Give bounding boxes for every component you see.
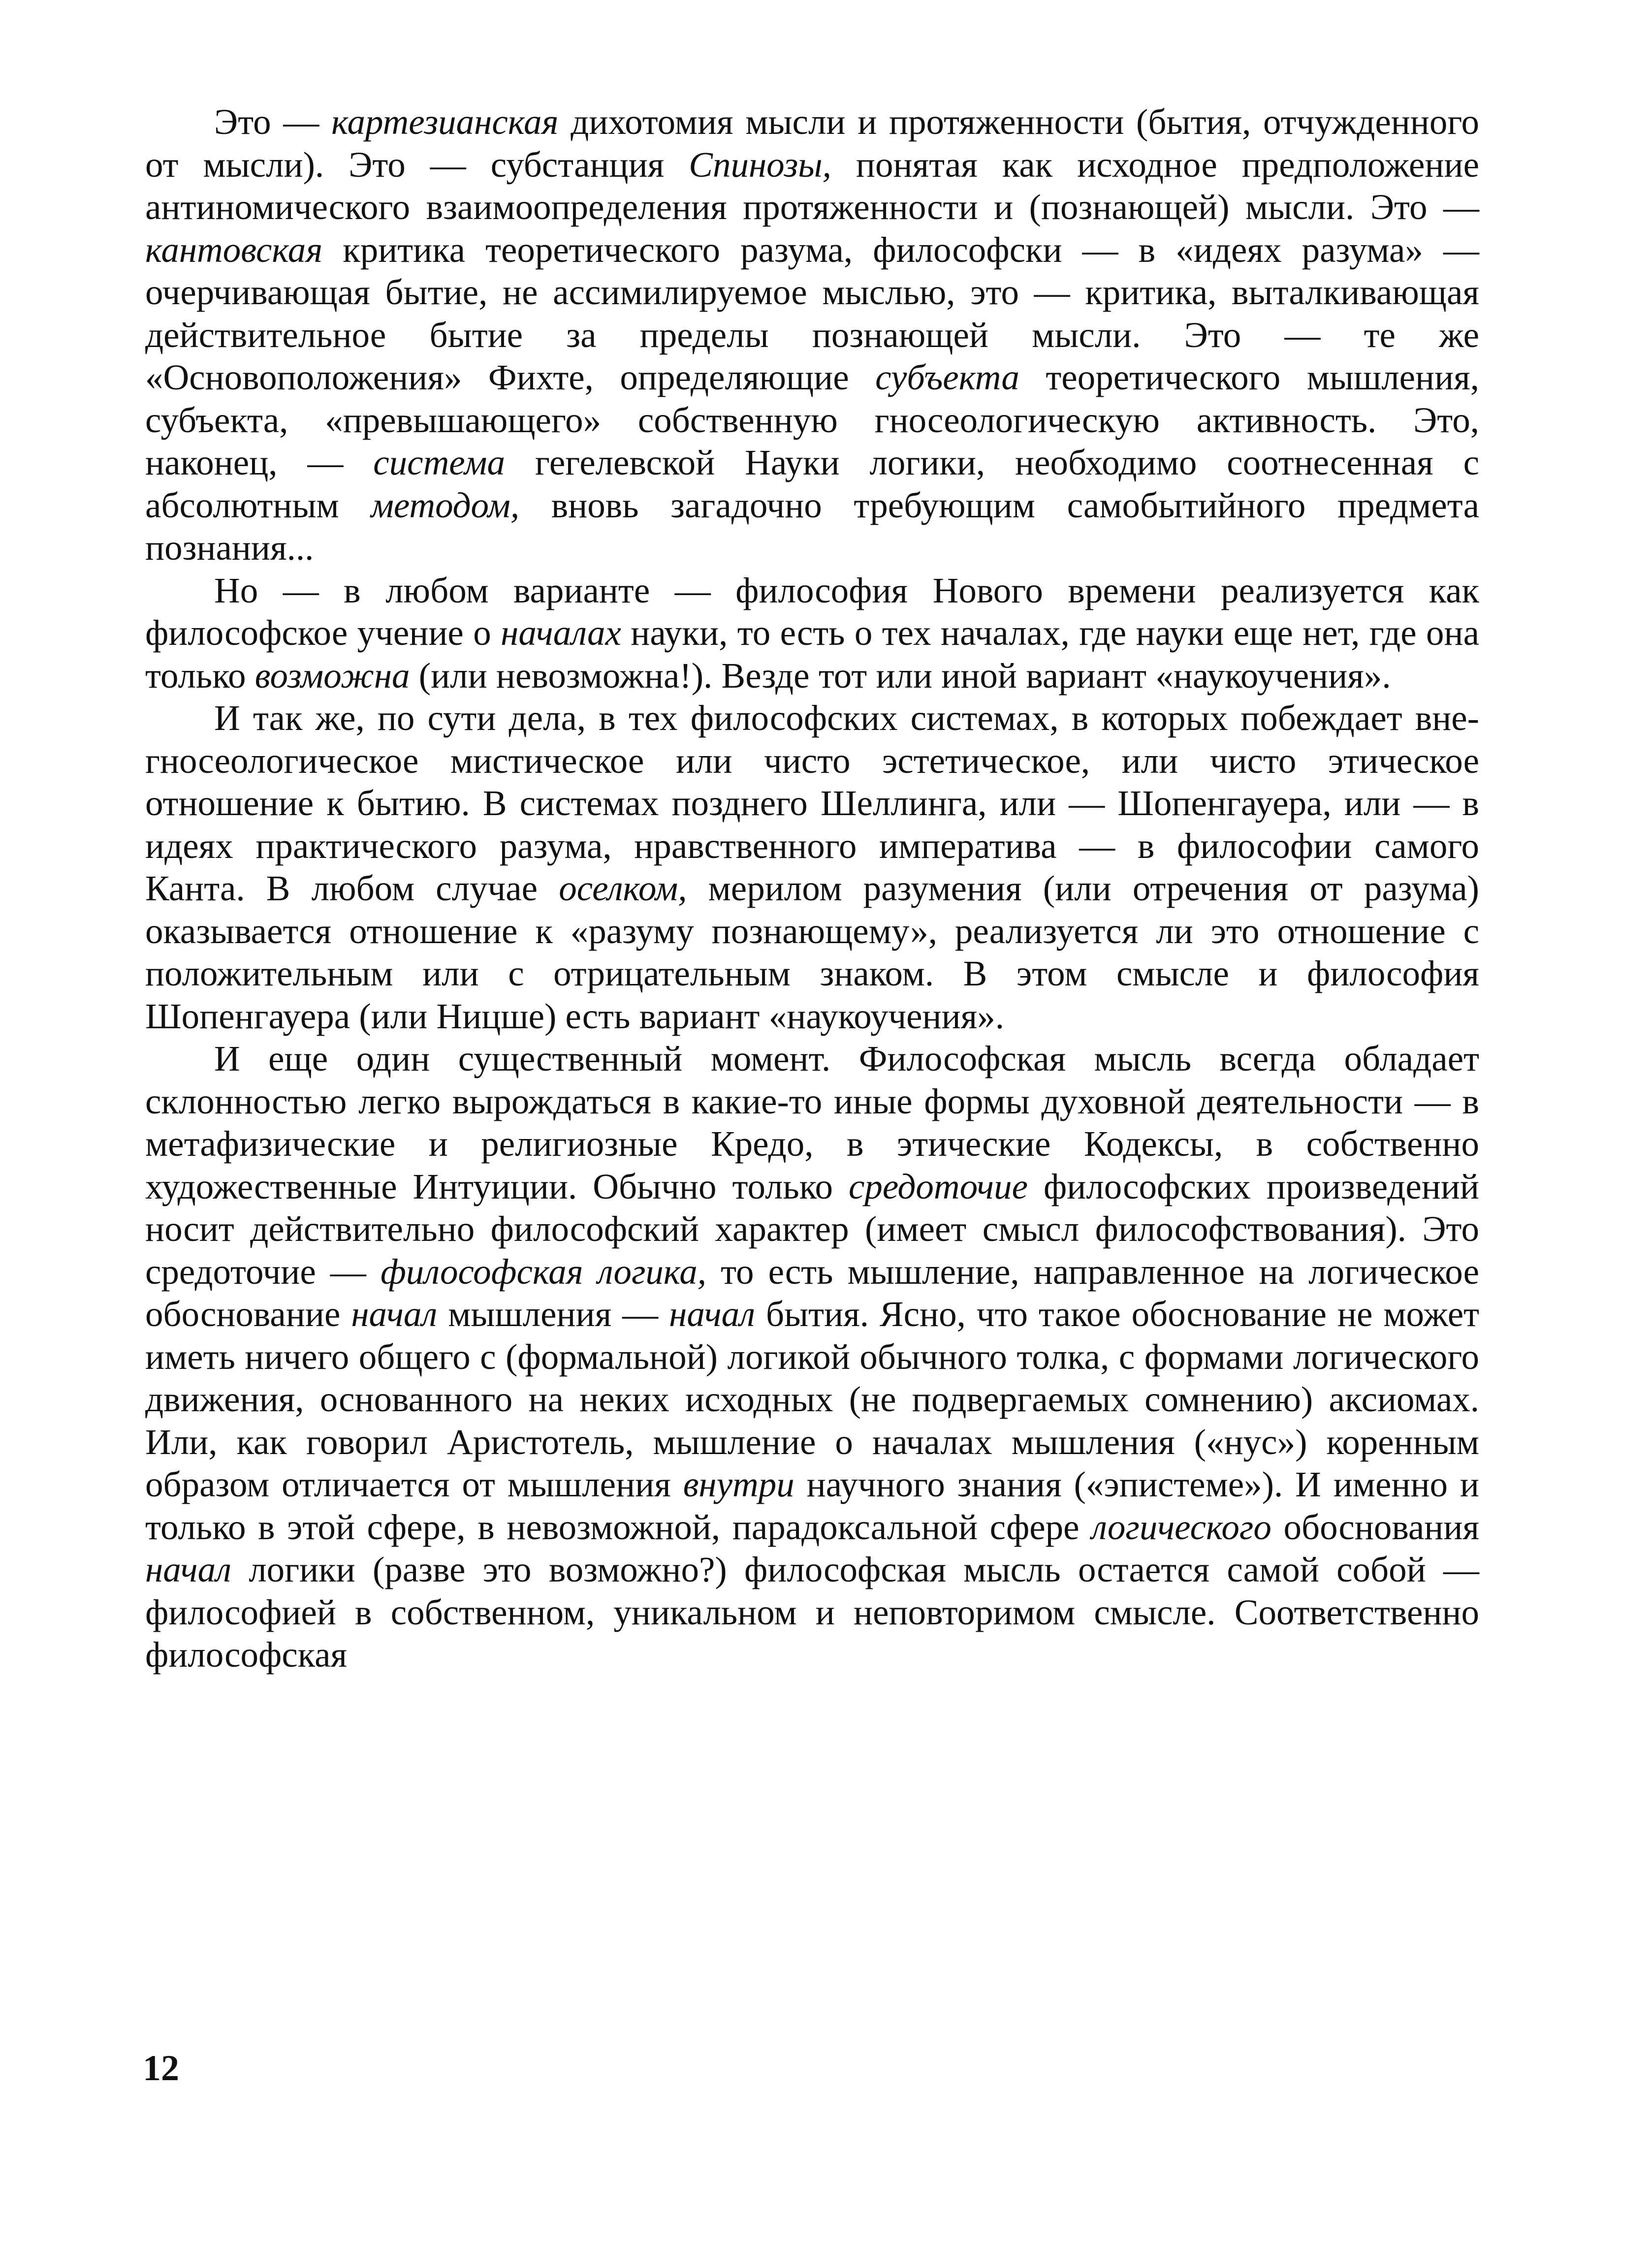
text-run: теоретического мышления, субъекта, «превышающего» собственную гносеологическую активность. Это, наконец, — xyxy=(145,357,1479,482)
italic-run: методом, xyxy=(371,485,520,525)
italic-run: система xyxy=(373,443,505,482)
body-text xyxy=(145,101,1479,1677)
text-run: мышления — xyxy=(437,1294,669,1334)
paragraph xyxy=(145,1038,1479,1677)
text-run: И еще один существенный момент. Философская мысль всегда обладает склонностью легко вырождаться в какие-то иные формы духовной деятельности — в метафизические и религиозные Кредо, в этические Кодексы, в собственно художественные Интуиции. Обычно только xyxy=(145,1039,1479,1206)
italic-run: средоточие xyxy=(849,1166,1028,1206)
text-run: логики (разве это возможно?) философская мысль остается самой собой — философией в собственном, уникальном и неповторимом смысле. Соответственно философская xyxy=(145,1550,1479,1675)
text-run: философских произведений носит действительно философский характер (имеет смысл философствования). Это средоточие — xyxy=(145,1166,1479,1292)
italic-run: возможна xyxy=(254,655,410,696)
text-run: дихотомия мысли и протяженности (бытия, отчужденного от мысли). Это — субстанция xyxy=(145,102,1479,185)
paragraph xyxy=(145,570,1479,697)
italic-run: кантовская xyxy=(145,229,323,270)
paragraph xyxy=(145,101,1479,570)
page-number: 12 xyxy=(143,2048,179,2089)
text-run: научного знания («эпистеме»). И именно и только в этой сфере, в невозможной, парадоксальной сфере xyxy=(145,1464,1479,1547)
italic-run: философская логика, xyxy=(380,1251,706,1292)
text-run: бытия. Ясно, что такое обоснование не может иметь ничего общего с (формальной) логикой обычного толка, с формами логического движения, основанного на неких исходных (не подвергаемых сомнению) аксиомах. Или, как говорил Аристотель, мышление о началах мышления («нус») коренным образом отличается от мышления xyxy=(145,1294,1479,1504)
italic-run: начал xyxy=(145,1550,231,1589)
text-run: Это — xyxy=(214,102,332,142)
italic-run: начал xyxy=(351,1294,438,1334)
text-run: обоснования xyxy=(1271,1507,1479,1547)
text-run: понятая как исходное предположение антиномического взаимоопределения протяженности и (познающей) мысли. Это — xyxy=(145,144,1479,227)
italic-run: внутри xyxy=(683,1464,794,1504)
italic-run: Спинозы, xyxy=(689,144,831,185)
text-run: критика теоретического разума, философски — в «идеях разума» — очерчивающая бытие, не ассимилируемое мыслью, это — критика, выталкивающая действительное бытие за пределы познающей мысли. Это — те же «Основоположения» Фихте, определяющие xyxy=(145,229,1479,397)
text-run: Но — в любом варианте — философия Нового времени реализуется как философское учение о xyxy=(145,570,1479,653)
italic-run: оселком, xyxy=(559,868,687,908)
text-run: гегелевской Науки логики, необходимо соотнесенная с абсолютным xyxy=(145,443,1479,525)
text-run: мерилом разумения (или отречения от разума) оказывается отношение к «разуму познающему», реализуется ли это отношение с положительным или с отрицательным знаком. В этом смысле и философия Шопенгауера (или Ницше) есть вариант «наукоучения». xyxy=(145,868,1479,1036)
text-run: (или невозможна!). Везде тот или иной вариант «наукоучения». xyxy=(410,655,1391,696)
paragraph xyxy=(145,697,1479,1038)
italic-run: картезианская xyxy=(331,102,559,142)
italic-run: началах xyxy=(501,613,621,653)
text-run: науки, то есть о тех началах, где науки еще нет, где она только xyxy=(145,613,1479,696)
italic-run: начал xyxy=(669,1294,756,1334)
italic-run: субъекта xyxy=(875,357,1019,397)
italic-run: логического xyxy=(1091,1507,1271,1547)
text-run: то есть мышление, направленное на логическое обоснование xyxy=(145,1251,1480,1334)
text-run: И так же, по сути дела, в тех философских системах, в которых побеждает вне-гносеологическое мистическое или чисто эстетическое, или чисто этическое отношение к бытию. В системах позднего Шеллинга, или — Шопенгауера, или — в идеях практического разума, нравственного императива — в философии самого Канта. В любом случае xyxy=(145,698,1479,908)
text-run: вновь загадочно требующим самобытийного предмета познания... xyxy=(145,485,1479,568)
